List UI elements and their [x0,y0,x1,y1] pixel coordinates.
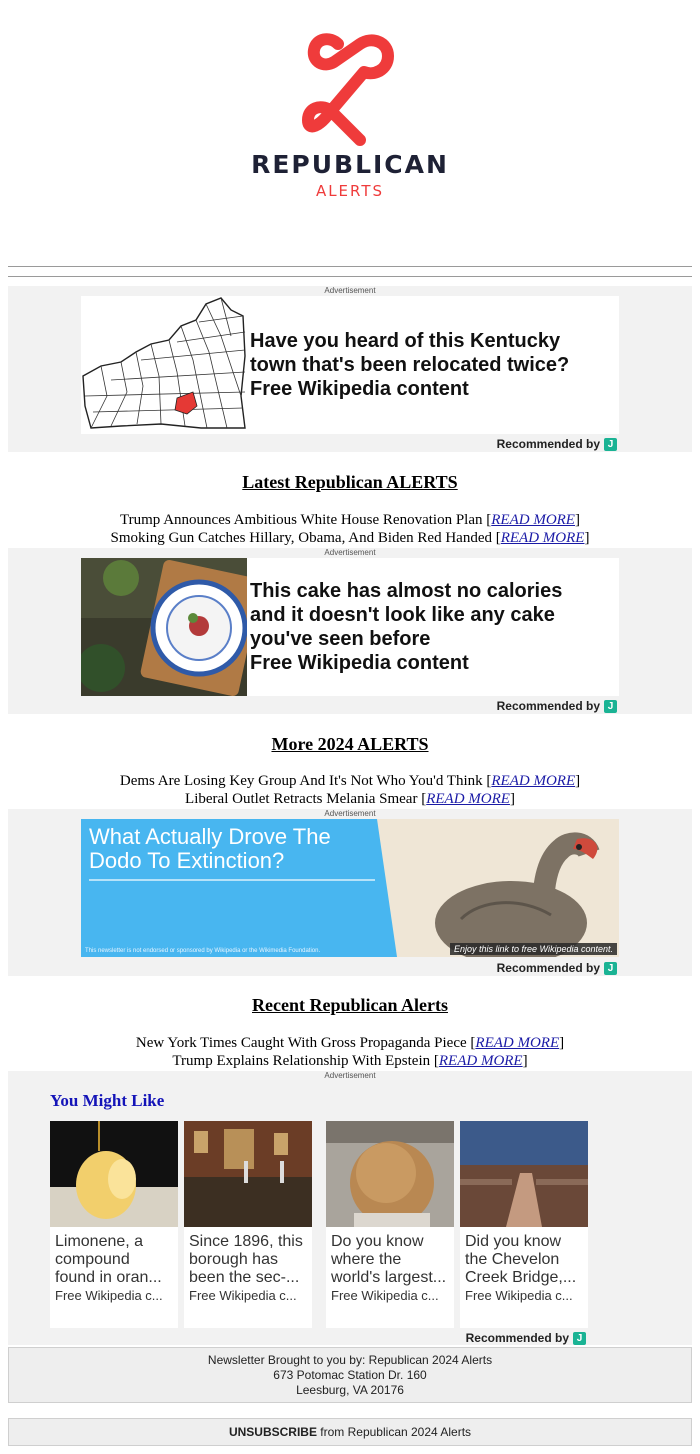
recommendation-card[interactable] [184,1121,312,1328]
kentucky-map-icon [81,296,247,434]
recommendation-source: Free Wikipedia c... [465,1288,573,1303]
newsletter-footer [8,1347,692,1403]
recommender-logo-icon: J [604,700,617,713]
section-title-more: More 2024 ALERTS [271,734,429,754]
recommendation-source: Free Wikipedia c... [55,1288,163,1303]
recommended-by[interactable]: Recommended by J [497,961,617,975]
read-more-link[interactable]: READ MORE [475,1035,560,1051]
unsubscribe-suffix: from Republican 2024 Alerts [316,1425,472,1439]
footer-city-line: Leesburg, VA 20176 [296,1383,404,1397]
headline-item: Trump Explains Relationship With Epstein [READ MORE] [172,1053,528,1069]
ad-card-kentucky[interactable] [81,296,619,434]
unsubscribe-link[interactable]: UNSUBSCRIBE [228,1425,317,1439]
recommendation-text: Do you know where the world's largest... [331,1233,447,1286]
divider-top [8,266,692,267]
recommended-by[interactable]: Recommended by J [497,699,617,713]
headline-item: Trump Announces Ambitious White House Renovation Plan [READ MORE] [120,512,580,528]
recommendation-text: Did you know the Chevelon Creek Bridge,... [465,1233,577,1286]
ad-headline[interactable]: This cake has almost no calories and it doesn't look like any cake you've seen before Free Wikipedia content [250,580,563,674]
ad-label: Advertisement [324,286,376,295]
headline-item: Smoking Gun Catches Hillary, Obama, And Biden Red Handed [READ MORE] [110,530,590,546]
ad-headline[interactable]: Have you heard of this Kentucky town that's been relocated twice? Free Wikipedia content [250,330,570,400]
divider-bottom [8,276,692,277]
recommended-by[interactable]: Recommended by J [466,1331,586,1345]
recommender-logo-icon: J [604,438,617,451]
recommendation-text: Since 1896, this borough has been the sec-... [189,1233,303,1286]
recommendation-card[interactable] [50,1121,178,1328]
ad-card-cake[interactable] [81,558,619,696]
read-more-link[interactable]: READ MORE [500,530,585,546]
footer-address-line: 673 Potomac Station Dr. 160 [273,1368,427,1382]
ad-block-kentucky [8,286,692,452]
headline-item: Liberal Outlet Retracts Melania Smear [READ MORE] [185,791,515,807]
footer-sponsor-line: Newsletter Brought to you by: Republican 2024 Alerts [207,1353,493,1367]
recommender-logo-icon: J [573,1332,586,1345]
read-more-link[interactable]: READ MORE [438,1053,523,1069]
brand-subtitle: ALERTS [315,182,385,200]
republican-alerts-logo-icon [300,32,400,148]
ad-label: Advertisement [324,809,376,818]
headline-item: New York Times Caught With Gross Propaganda Piece [READ MORE] [135,1035,565,1051]
read-more-link[interactable]: READ MORE [491,773,576,789]
dodo-disclaimer: This newsletter is not endorsed or sponsored by Wikipedia or the Wikimedia Foundation. [85,948,321,954]
ad-label: Advertisement [324,548,376,557]
ad-label: Advertisement [324,1071,376,1080]
you-might-like-block [8,1071,692,1345]
recommendation-text: Limonene, a compound found in oran... [55,1233,162,1286]
recommendation-card[interactable] [326,1121,454,1328]
section-title-recent: Recent Republican Alerts [252,995,448,1015]
recommended-by[interactable]: Recommended by J [497,437,617,451]
dodo-headline[interactable]: What Actually Drove The Dodo To Extinction? [89,824,331,873]
ad-block-dodo [8,809,692,976]
brand-logo[interactable] [0,28,700,208]
recommendation-image [326,1121,454,1227]
you-might-like-title: You Might Like [50,1091,165,1110]
ad-card-dodo[interactable] [81,819,619,957]
read-more-link[interactable]: READ MORE [426,791,510,807]
recommender-logo-icon: J [604,962,617,975]
section-title-latest: Latest Republican ALERTS [242,472,458,492]
headline-item: Dems Are Losing Key Group And It's Not Who You'd Think [READ MORE] [119,773,581,789]
unsubscribe-bar[interactable] [8,1418,692,1446]
recommendation-source: Free Wikipedia c... [189,1288,297,1303]
recommendation-source: Free Wikipedia c... [331,1288,439,1303]
cake-plate-icon [81,558,247,696]
recommendation-card[interactable] [460,1121,588,1328]
dodo-enjoy-caption: Enjoy this link to free Wikipedia content. [450,943,617,955]
dodo-divider [89,879,375,881]
recommendation-image [50,1121,178,1227]
ad-block-cake [8,548,692,714]
recommendation-image [184,1121,312,1227]
read-more-link[interactable]: READ MORE [491,512,575,528]
brand-title: REPUBLICAN [251,150,449,179]
recommendation-image [460,1121,588,1227]
